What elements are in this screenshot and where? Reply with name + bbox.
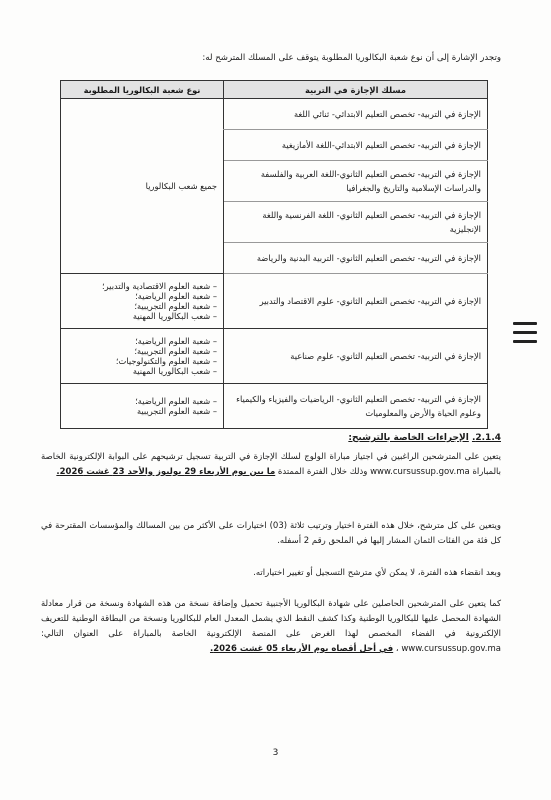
- list-item: – شعبة العلوم التجريبية؛: [67, 346, 217, 356]
- paragraph-choices: ويتعين على كل مترشح، خلال هذه الفترة اختيار وترتيب ثلاثة (03) اختيارات على الأكثر من بين المسالك والمؤسسات المقترحة في كل فئة من الفئات الثمان المشار إليها في الملحق رقم 2 أسفله.: [41, 521, 501, 546]
- type-list: [67, 336, 217, 376]
- section-title: الإجراءات الخاصة بالترشيح:: [348, 433, 469, 443]
- paragraph-registration: [41, 450, 501, 480]
- table-row: [61, 329, 488, 384]
- type-list: [67, 281, 217, 321]
- list-item: – شعب البكالوريا المهنية: [67, 366, 217, 376]
- registration-period: ما بين يوم الأربعاء 29 يوليوز والأحد 23 غشت 2026.: [56, 467, 276, 477]
- spec-cell: الإجازة في التربية- تخصص التعليم الثانوي- اللغة الفرنسية واللغة الإنجليزية: [224, 202, 488, 243]
- list-item: – شعبة العلوم الرياضية؛: [67, 336, 217, 346]
- type-cell: [61, 274, 224, 329]
- spec-cell: الإجازة في التربية- تخصص التعليم الابتدائي- ثنائي اللغة: [224, 99, 488, 130]
- table-row: [61, 99, 488, 130]
- list-item: – شعبة العلوم الرياضية؛: [67, 291, 217, 301]
- list-item: – شعبة العلوم الاقتصادية والتدبير؛: [67, 281, 217, 291]
- spec-cell: الإجازة في التربية- تخصص التعليم الثانوي- علوم صناعية: [224, 329, 488, 384]
- intro-text: وتجدر الإشارة إلى أن نوع شعبة البكالوريا المطلوبة يتوقف على المسلك المترشح له:: [202, 53, 501, 63]
- hamburger-menu-icon[interactable]: [513, 322, 537, 344]
- upload-deadline: في أجل أقصاه يوم الأربعاء 05 غشت 2026.: [209, 644, 394, 654]
- section-heading: [41, 433, 501, 443]
- type-cell: [61, 99, 224, 274]
- type-list: [67, 396, 217, 416]
- type-text: جميع شعب البكالوريا: [145, 181, 217, 191]
- spec-cell: الإجازة في التربية- تخصص التعليم الابتدائي-اللغة الأمازيغية: [224, 130, 488, 161]
- spec-cell: الإجازة في التربية- تخصص التعليم الثانوي-اللغة العربية والفلسفة والدراسات الإسلامية والتاريخ والجغرافيا: [224, 161, 488, 202]
- list-item: – شعبة العلوم التجريبية؛: [67, 301, 217, 311]
- requirements-table: [60, 80, 488, 429]
- paragraph-text: يتعين على المترشحين الراغبين في اجتياز مباراة الولوج لسلك الإجازة في التربية تسجيل ترشيحهم على البوابة الإلكترونية الخاصة بالمباراة www.cursussup.gov.ma وذلك خلال الفترة الممتدة: [41, 452, 501, 477]
- type-cell: [61, 384, 224, 429]
- spec-cell: الإجازة في التربية- تخصص التعليم الثانوي- الرياضيات والفيزياء والكيمياء وعلوم الحياة والأرض والمعلوميات: [224, 384, 488, 429]
- page-number: 3: [272, 748, 279, 758]
- paragraph-text: كما يتعين على المترشحين الحاصلين على شهادة البكالوريا الأجنبية تحميل وإضافة نسخة من هذه الشهادة ونسخة من قرار معادلة الشهادة المحصل عليها للبكالوريا الوطنية وكذا كشف النقط الذي يشمل المعدل العام للبكالوريا ونسخة من البطاقة الوطنية للتعريف الإلكترونية في الفضاء المخصص لهذا الغرض على المنصة الإلكترونية الخاصة بالمباراة على العنوان التالي: www.cursussup.gov.ma ،: [41, 599, 501, 654]
- paragraph-foreign-bac: [41, 597, 501, 657]
- list-item: – شعب البكالوريا المهنية: [67, 311, 217, 321]
- table-row: [61, 384, 488, 429]
- paragraph-closing: وبعد انقضاء هذه الفترة، لا يمكن لأي مترشح التسجيل أو تغيير اختياراته.: [253, 568, 501, 578]
- table-row: [61, 274, 488, 329]
- type-cell: [61, 329, 224, 384]
- spec-cell: الإجازة في التربية- تخصص التعليم الثانوي- التربية البدنية والرياضة: [224, 243, 488, 274]
- list-item: – شعبة العلوم التجريبية: [67, 406, 217, 416]
- column-header-type: نوع شعبة البكالوريا المطلوبة: [61, 81, 224, 99]
- list-item: – شعبة العلوم الرياضية؛: [67, 396, 217, 406]
- spec-cell: الإجازة في التربية- تخصص التعليم الثانوي- علوم الاقتصاد والتدبير: [224, 274, 488, 329]
- column-header-spec: مسلك الإجازة في التربية: [224, 81, 488, 99]
- section-number: 2.1.4.: [471, 433, 501, 443]
- list-item: – شعبة العلوم والتكنولوجيات؛: [67, 356, 217, 366]
